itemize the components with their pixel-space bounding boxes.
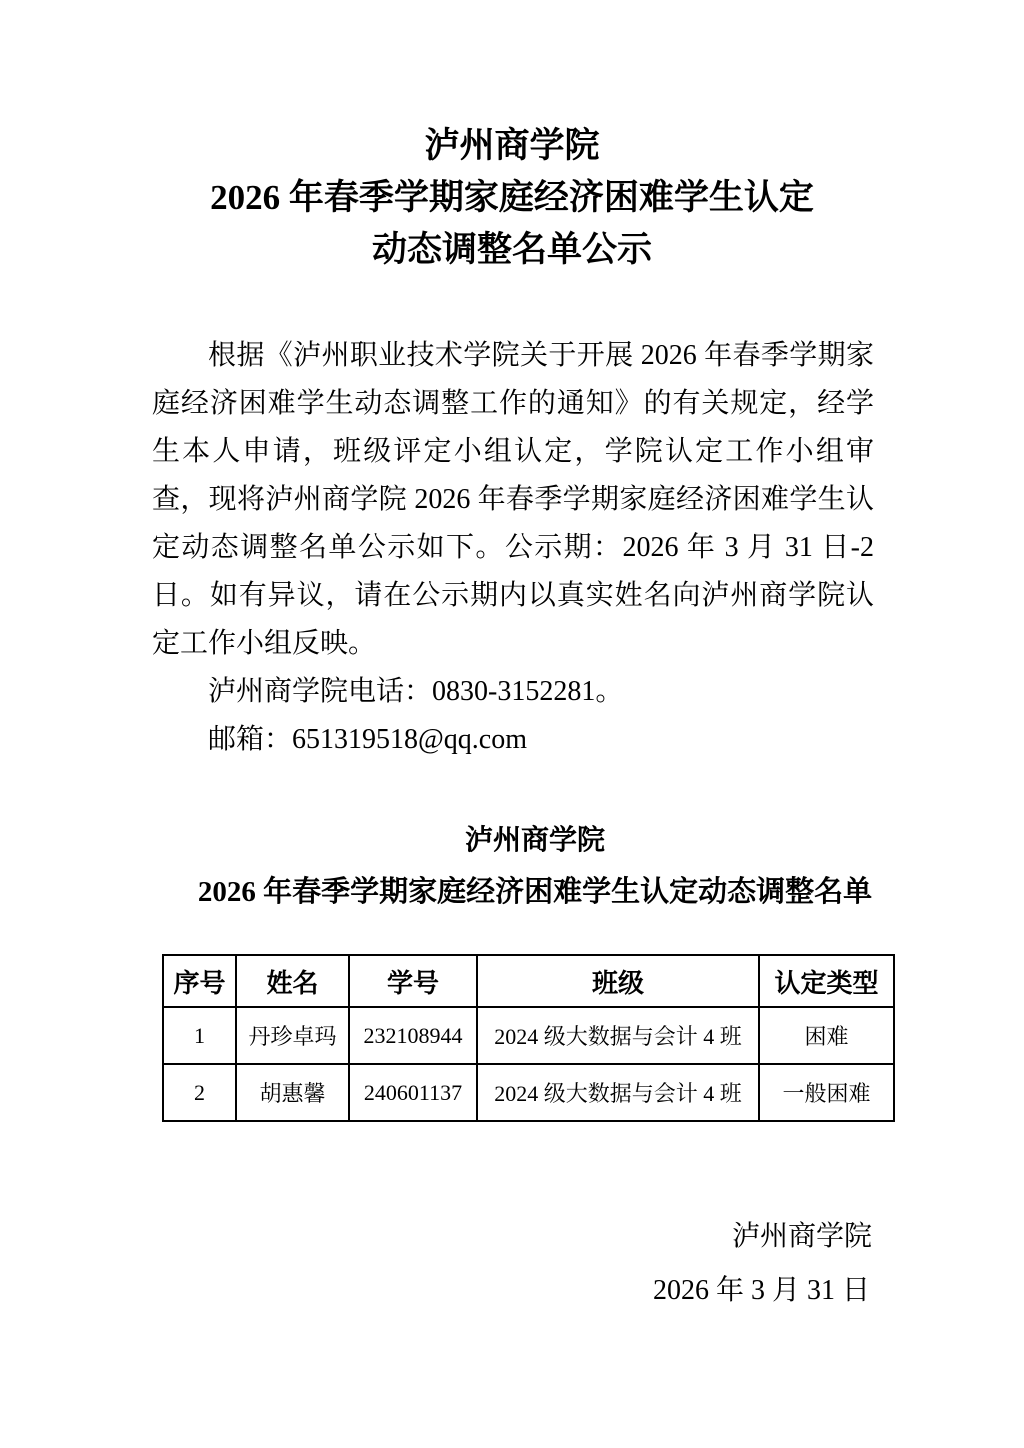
table-row: [163, 1064, 894, 1121]
header-cell-serial: 序号: [163, 955, 236, 1007]
cell-serial: 2: [163, 1064, 236, 1121]
list-heading-main: 2026 年春季学期家庭经济困难学生认定动态调整名单: [197, 876, 873, 908]
header-cell-type: 认定类型: [759, 955, 894, 1007]
title-line-sub: 动态调整名单公示: [371, 230, 652, 269]
cell-name: 丹珍卓玛: [236, 1007, 349, 1064]
title-line-main: 2026 年春季学期家庭经济困难学生认定: [210, 178, 814, 217]
signature-org: 泸州商学院: [731, 1221, 872, 1252]
roster-table: [162, 954, 895, 1122]
document-title: [0, 0, 1024, 276]
header-cell-class: 班级: [477, 955, 759, 1007]
list-heading-org: 泸州商学院: [464, 825, 605, 856]
cell-class: 2024 级大数据与会计 4 班: [477, 1064, 759, 1121]
phone-line: 泸州商学院电话：0830-3152281。: [208, 676, 624, 707]
cell-name: 胡惠馨: [236, 1064, 349, 1121]
cell-student-id: 240601137: [349, 1064, 477, 1121]
header-cell-name: 姓名: [236, 955, 349, 1007]
table-header-row: [163, 955, 894, 1007]
cell-class: 2024 级大数据与会计 4 班: [477, 1007, 759, 1064]
announcement-paragraph: 根据《泸州职业技术学院关于开展 2026 年春季学期家庭经济困难学生动态调整工作的通知》的有关规定，经学生本人申请，班级评定小组认定，学院认定工作小组审查，现将泸州商学院 2026 年春季学期家庭经济困难学生认定动态调整名单公示如下。公示期：2026 年 3 月 31 日-2 日。如有异议，请在公示期内以真实姓名向泸州商学院认定工作小组反映。: [152, 340, 874, 659]
document-body: [152, 332, 879, 1122]
title-line-org: 泸州商学院: [424, 126, 600, 165]
table-row: [163, 1007, 894, 1064]
cell-type: 困难: [759, 1007, 894, 1064]
cell-student-id: 232108944: [349, 1007, 477, 1064]
header-cell-student-id: 学号: [349, 955, 477, 1007]
cell-type: 一般困难: [759, 1064, 894, 1121]
email-line: 邮箱：651319518@qq.com: [208, 724, 527, 755]
signature-block: [653, 1210, 872, 1318]
cell-serial: 1: [163, 1007, 236, 1064]
signature-date: 2026 年 3 月 31 日: [652, 1275, 870, 1306]
